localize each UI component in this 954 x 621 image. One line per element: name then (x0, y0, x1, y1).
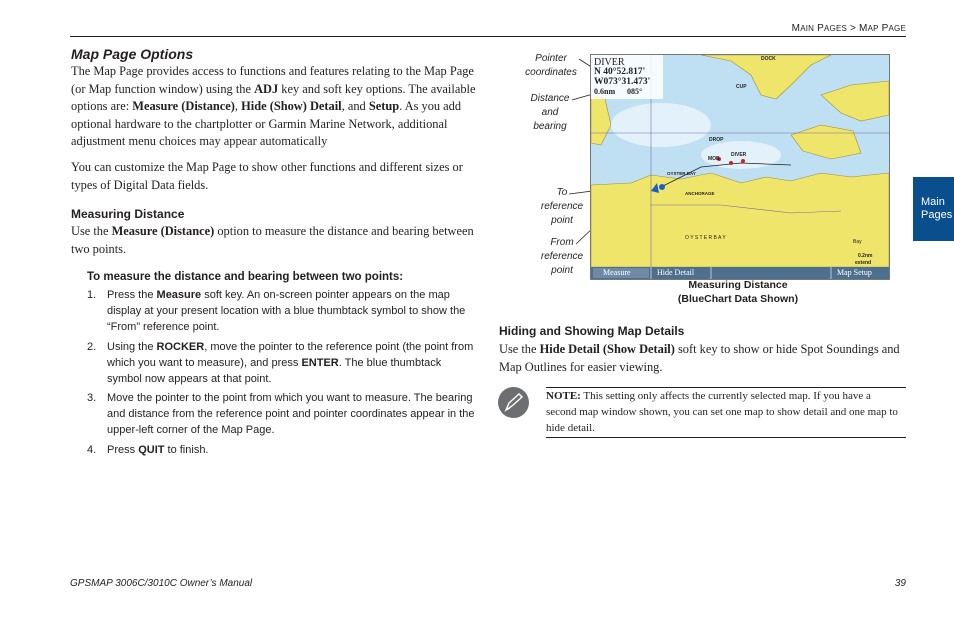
breadcrumb-separator: > (847, 23, 860, 34)
callout-pointer-coordinates: Pointer coordinates (525, 53, 577, 78)
breadcrumb (600, 23, 906, 34)
map-label-dock: DOCK (761, 56, 776, 62)
step-number: 4. (87, 444, 97, 456)
section-title: Map Page Options (71, 46, 194, 62)
measuring-paragraph: Use the Measure (Distance) option to measure the distance and bearing between two points. (71, 224, 474, 256)
hiding-heading: Hiding and Showing Map Details (499, 324, 685, 338)
map-overzoom: extend (855, 260, 872, 266)
step-4 (87, 442, 482, 458)
side-tab[interactable] (913, 177, 954, 241)
intro-paragraph: The Map Page provides access to functions and features relating to the Map Page (or Map function window) using the ADJ key and soft key options. The available options are: Measure (Distance), Hide (Show) Detail, and Setup. As you add optional hardware to the chartplotter or Garmin Marine Network, additional adjustment menu choices may appear automatically (71, 64, 476, 148)
step-text: Using the ROCKER, move the pointer to the reference point (the point from which you want to measure), and press ENTER. The blue thumbtack symbol now appears at that point. (107, 341, 474, 385)
caption-line1: Measuring Distance (688, 279, 788, 291)
step-text: Press QUIT to finish. (107, 444, 209, 456)
note-rule-bottom (546, 437, 906, 438)
procedure-heading: To measure the distance and bearing between two points: (87, 271, 404, 283)
callout-to-reference: To reference point (540, 187, 584, 226)
step-3 (87, 390, 482, 438)
breadcrumb-section-initial: M (791, 23, 801, 34)
breadcrumb-page-rest2: AGE (888, 24, 906, 33)
map-label-oyster-bay-marina: OYSTER BAY (667, 171, 696, 176)
caption-line2: (BlueChart Data Shown) (677, 293, 799, 305)
side-tab-line2: Pages (921, 209, 953, 221)
step-number: 2. (87, 341, 97, 353)
map-waypoint-name: DIVER (594, 57, 625, 68)
map-label-anchorage: ANCHORAGE (685, 191, 715, 196)
softkey-hide-detail[interactable]: Hide Detail (657, 268, 695, 277)
breadcrumb-section-rest2: AGES (824, 24, 848, 33)
footer-page-number: 39 (894, 578, 906, 589)
callout-distance-bearing: Distance and bearing (530, 93, 570, 132)
map-label-bay: Bay (853, 239, 862, 245)
header-rule (70, 36, 906, 37)
breadcrumb-section-rest: AIN (800, 24, 815, 33)
footer-manual-title: GPSMAP 3006C/3010C Owner’s Manual (70, 578, 253, 589)
map-label-drop: DROP (709, 137, 724, 143)
step-text: Press the Measure soft key. An on-screen pointer appears on the map display at your present location with a blue thumbtack symbol to show the “From” reference point. (107, 289, 466, 333)
step-2 (87, 339, 482, 387)
measuring-heading: Measuring Distance (71, 207, 185, 221)
map-scale: 0.2nm (858, 253, 873, 259)
customize-paragraph: You can customize the Map Page to show other functions and different sizes or types of Digital Data fields. (71, 160, 463, 192)
map-bearing: 085° (627, 87, 643, 96)
step-text: Move the pointer to the point from which you want to measure. The bearing and distance from the reference point and pointer coordinates appear in the upper-left corner of the Map Page. (107, 392, 475, 436)
figure-caption (624, 278, 852, 306)
step-1 (87, 287, 482, 335)
map-longitude: W073°31.473' (594, 77, 651, 87)
breadcrumb-page-initial: M (859, 23, 868, 34)
breadcrumb-page-rest: AP (867, 24, 879, 33)
breadcrumb-section-initial2: P (817, 23, 824, 34)
map-label-mob: MOB (708, 156, 720, 162)
map-label-oyster-bay-town: O Y S T E R B A Y (685, 235, 726, 241)
hiding-paragraph: Use the Hide Detail (Show Detail) soft key to show or hide Spot Soundings and Map Outlines for easier viewing. (499, 342, 900, 374)
chart-map-screenshot (590, 54, 890, 280)
callout-from-reference: From reference point (540, 237, 584, 276)
map-label-cup: CUP (736, 84, 747, 90)
step-number: 3. (87, 392, 97, 404)
softkey-map-setup[interactable]: Map Setup (837, 268, 872, 277)
breadcrumb-page-initial2: P (881, 23, 889, 34)
map-label-diver: DIVER (731, 152, 747, 158)
note-label: NOTE: (546, 390, 581, 402)
side-tab-line1: Main (921, 196, 945, 208)
note-text: NOTE: This setting only affects the currently selected map. If you have a second map window shown, you can set one map to show detail and one map to hide detail. (546, 390, 898, 434)
map-distance: 0.6nm (594, 87, 616, 96)
note-pencil-icon (498, 387, 529, 418)
map-latitude: N 40°52.817' (594, 67, 646, 77)
step-number: 1. (87, 289, 97, 301)
softkey-measure[interactable]: Measure (603, 268, 631, 277)
